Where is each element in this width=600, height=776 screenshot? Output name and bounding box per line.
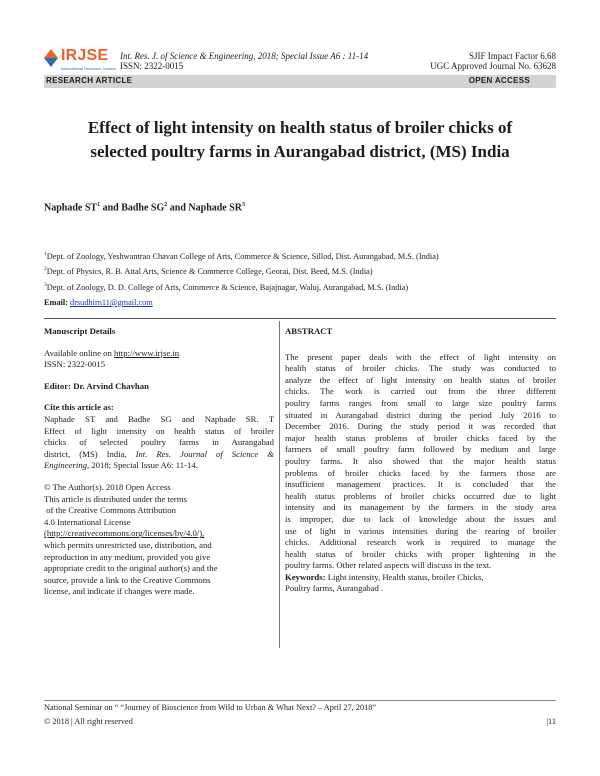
abstract-line: analyze the effect of light intensity on health status of broiler	[285, 374, 556, 385]
editor-line: Editor: Dr. Arvind Chavhan	[44, 380, 149, 391]
abstract-line: use of light in various intensities during the rearing of broiler	[285, 525, 556, 536]
abstract-line: The present paper deals with the effect of light intensity on	[285, 351, 556, 362]
abstract-line: farmers of small poultry farm followed by medium and large	[285, 444, 556, 455]
title-line-2: selected poultry farms in Aurangabad district, (MS) India	[90, 142, 510, 161]
seminar-note: National Seminar on “ “Journey of Bioscience from Wild to Urban & What Next? – April 27, 2018”	[44, 703, 377, 712]
license-line: license, and indicate if changes were made.	[44, 586, 195, 597]
license-line: appropriate credit to the original author(s) and the	[44, 563, 218, 574]
logo-text: IRJSE	[61, 47, 109, 64]
license-line: of the Creative Commons Attribution	[44, 505, 176, 516]
abstract-line: intensity and its management by the farmers in the study area	[285, 502, 556, 513]
abstract-line: chicks. Additional research work is required to manage the	[285, 537, 556, 548]
email-line: Email: drsudhirn11@gmail.com	[44, 298, 153, 307]
license-url-link[interactable]: (http://creativecommons.org/licenses/by/4.0/),	[44, 528, 205, 539]
abstract-line: problems of broiler chicks faced by the farmers those are	[285, 467, 556, 478]
author-1: Naphade ST	[44, 202, 98, 214]
abstract-line: health status problems of broiler chicks occurred due to light	[285, 490, 556, 501]
abstract-line: is improper, due to lack of knowledge about the issues and	[285, 513, 556, 524]
journal-citation: Int. Res. J. of Science & Engineering, 2018; Special Issue A6 : 11-14	[120, 51, 369, 61]
manuscript-details	[44, 326, 274, 598]
article-type: RESEARCH ARTICLE	[46, 76, 133, 85]
abstract-line: health status of broiler chicks with proper lightening in the	[285, 548, 556, 559]
journal-url-link[interactable]: http://www.irjse.in	[114, 347, 180, 358]
cite-line: Effect of light intensity on health status of broiler	[44, 425, 274, 436]
affiliation-1: $^1$Dept. of Zoology, Yeshwantrao Chavan College of Arts, Commerce & Science, Sillod, Dist. Aurangabad, M.S. (India)	[44, 251, 439, 261]
affiliation-2: $^2$Dept. of Physics, R. B. Attal Arts, Science & Commerce College, Georai, Dist. Beed, M.S. (India)	[44, 266, 373, 276]
license-line	[44, 528, 274, 540]
manuscript-issn: ISSN: 2322-0015	[44, 359, 106, 370]
abstract-line: chicks. The work is carried out from the three different	[285, 386, 556, 397]
author-3: and Naphade SR	[167, 202, 243, 214]
license-line: reproduction in any medium, provided you give	[44, 551, 211, 562]
abstract-line: insufficient management practices. It is concluded that the	[285, 479, 556, 490]
article-type-bar	[44, 75, 556, 88]
keywords-continued: Poultry farms, Aurangabad .	[285, 583, 384, 594]
abstract-line: poultry farms ranges from small to large size poultry farms	[285, 397, 556, 408]
cite-line: Naphade ST and Badhe SG and Naphade SR. T	[44, 413, 274, 424]
affiliation-3: $^3$Dept. of Zoology, D. D. College of Arts, Commerce & Science, Bajajnagar, Waluj, Aurangabad, M.S. (India)	[44, 282, 409, 292]
abstract-heading: ABSTRACT	[285, 326, 333, 336]
license-line: 4.0 International License	[44, 516, 131, 527]
copyright: © 2018 | All right reserved	[44, 717, 133, 726]
cite-line: Engineering, 2018; Special Issue A6: 11-14.	[44, 460, 198, 471]
license-line: This article is distributed under the terms	[44, 493, 187, 504]
page-number: |11	[546, 717, 556, 726]
paper-title	[44, 116, 556, 164]
journal-logo	[44, 47, 116, 75]
license-line: which permits unrestricted use, distribution, and	[44, 539, 212, 550]
abstract-line: poultry farms. Other related aspects will discuss in the text.	[285, 560, 492, 571]
abstract-line: situated in Aurangabad district during the period July 2016 to	[285, 409, 556, 420]
license-line: © The Author(s). 2018 Open Access	[44, 481, 171, 492]
keywords: Keywords: Light intensity, Health status, broiler Chicks,	[285, 571, 484, 582]
top-divider	[44, 318, 556, 319]
abstract-line: major health status problems of broiler chicks faced by the	[285, 432, 556, 443]
author-2: and Badhe SG	[100, 202, 165, 214]
logo-mark-icon	[44, 49, 58, 67]
ugc-approval: UGC Approved Journal No. 63628	[430, 61, 556, 71]
impact-factor: SJIF Impact Factor 6.68	[469, 51, 556, 61]
license-line: source, provide a link to the Creative Commons	[44, 574, 211, 585]
abstract-line: December 2016. During the study period it was recorded that	[285, 421, 556, 432]
email-link[interactable]: drsudhirn11@gmail.com	[70, 298, 153, 307]
abstract-line: health status of broiler chicks. The study was conducted to	[285, 363, 556, 374]
cite-line: chicks of selected poultry farms in Aurangabad	[44, 437, 274, 448]
abstract-line: poultry farms. It also showed that the major health status	[285, 455, 556, 466]
footer-divider	[44, 700, 556, 701]
journal-issn: ISSN: 2322-0015	[120, 61, 184, 71]
logo-subtext: International Research Journal	[61, 66, 116, 71]
column-divider	[279, 321, 280, 648]
available-online: Available online on http://www.irjse.in	[44, 347, 180, 358]
author-list: Naphade $ST^1$ and Badhe $SG^2$ and Naphade $SR^3$	[44, 202, 246, 214]
manuscript-heading: Manuscript Details	[44, 326, 116, 336]
cite-line: district, (MS) India, Int. Res. Journal of Science &	[44, 448, 274, 459]
open-access-label: OPEN ACCESS	[468, 76, 530, 85]
title-line-1: Effect of light intensity on health status of broiler chicks of	[87, 118, 513, 137]
abstract-section	[285, 326, 556, 595]
cite-heading: Cite this article as:	[44, 402, 114, 413]
